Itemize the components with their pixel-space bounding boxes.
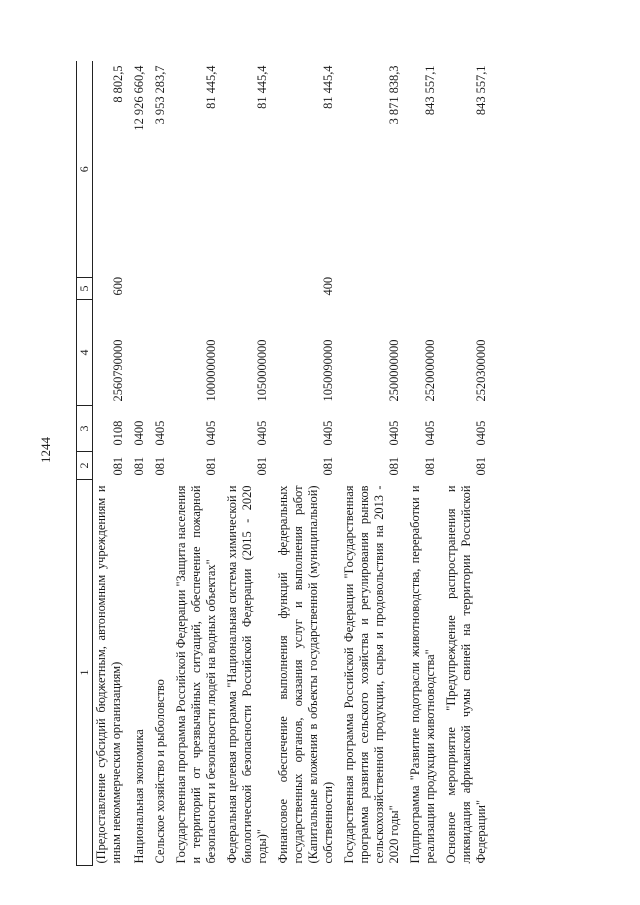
- row-target: [147, 300, 168, 406]
- row-name: Федеральная целевая программа "Национальная система химической и биологической безопасности Российской Федерации (2015 - 2020 годы)": [225, 485, 269, 864]
- table-row: [168, 62, 219, 866]
- row-section: 0405: [474, 420, 488, 446]
- row-ministry: 081: [423, 456, 437, 476]
- row-target: 2520000000: [423, 339, 437, 402]
- row-amount: 81 445,4: [204, 65, 218, 109]
- row-section: 0405: [153, 420, 167, 446]
- row-section: 0108: [111, 420, 125, 446]
- row-expense-type: [336, 278, 402, 300]
- row-target: 2520300000: [474, 339, 488, 402]
- header-col-5: 5: [77, 278, 93, 300]
- row-amount: 12 926 660,4: [132, 65, 146, 131]
- row-name: Государственная программа Российской Федерации "Защита населения и территорий от чрезвычайных ситуаций, обеспечение пожарной безопасности и безопасности людей на водных объектах": [174, 485, 218, 864]
- row-amount: 843 557,1: [423, 65, 437, 116]
- row-name: Финансовое обеспечение выполнения функций федеральных государственных органов, оказания услуг и выполнения работ (Капитальные вложения в объекты государственной (муниципальной) собственности): [276, 485, 335, 864]
- table-row: [219, 62, 270, 866]
- row-name: Основное мероприятие "Предупреждение распространения и ликвидация африканской чумы свиней на территории Российской Федерации": [444, 485, 488, 864]
- row-ministry: 081: [255, 456, 269, 476]
- table-row: [270, 62, 336, 866]
- table-row: [402, 62, 438, 866]
- row-section: 0400: [132, 420, 146, 446]
- row-target: [126, 300, 147, 406]
- row-target: 2500000000: [387, 339, 401, 402]
- row-ministry: 081: [153, 456, 167, 476]
- row-section: 0405: [321, 420, 335, 446]
- row-name: Государственная программа Российской Федерации "Государственная программа развития сельского хозяйства и регулирования рынков сельскохозяйственной продукции, сырья и продовольствия на 2013 - 2020 годы": [342, 485, 401, 864]
- row-ministry: 081: [111, 456, 125, 476]
- row-expense-type: [438, 278, 489, 300]
- row-target: 1050090000: [321, 339, 335, 402]
- row-amount: 81 445,4: [321, 65, 335, 109]
- table-row: [438, 62, 489, 866]
- row-expense-type: [219, 278, 270, 300]
- header-col-1: 1: [77, 480, 93, 866]
- row-amount: 3 953 283,7: [153, 65, 167, 125]
- table-row: [336, 62, 402, 866]
- row-expense-type: 600: [111, 276, 125, 296]
- row-ministry: 081: [132, 456, 146, 476]
- row-amount: 3 871 838,3: [387, 65, 401, 125]
- row-ministry: 081: [204, 456, 218, 476]
- row-ministry: 081: [387, 456, 401, 476]
- budget-table: [76, 62, 489, 867]
- row-amount: 843 557,1: [474, 65, 488, 116]
- row-expense-type: [126, 278, 147, 300]
- table-row: [126, 62, 147, 866]
- table-row: [93, 62, 127, 866]
- row-name: (Предоставление субсидий бюджетным, автономным учреждениям и иным некоммерческим организациям): [94, 485, 123, 864]
- row-section: 0405: [387, 420, 401, 446]
- row-ministry: 081: [321, 456, 335, 476]
- row-target: 2560790000: [111, 339, 125, 402]
- rotated-table-wrapper: [76, 62, 580, 866]
- row-target: 1050000000: [255, 339, 269, 402]
- row-expense-type: [402, 278, 438, 300]
- row-name: Национальная экономика: [132, 729, 146, 864]
- row-name: Сельское хозяйство и рыболовство: [153, 679, 167, 864]
- row-amount: 81 445,4: [255, 65, 269, 109]
- header-col-6: 6: [77, 62, 93, 278]
- row-section: 0405: [255, 420, 269, 446]
- row-ministry: 081: [474, 456, 488, 476]
- header-row: [77, 62, 93, 866]
- header-col-3: 3: [77, 406, 93, 452]
- row-target: 1000000000: [204, 339, 218, 402]
- table-row: [147, 62, 168, 866]
- row-expense-type: [168, 278, 219, 300]
- row-section: 0405: [204, 420, 218, 446]
- page-number: 1244: [38, 437, 53, 463]
- row-expense-type: 400: [321, 276, 335, 296]
- row-expense-type: [147, 278, 168, 300]
- row-amount: 8 802,5: [111, 65, 125, 103]
- row-section: 0405: [423, 420, 437, 446]
- header-col-4: 4: [77, 300, 93, 406]
- header-col-2: 2: [77, 452, 93, 480]
- row-name: Подпрограмма "Развитие подотрасли животноводства, переработки и реализации продукции животноводства": [408, 485, 437, 864]
